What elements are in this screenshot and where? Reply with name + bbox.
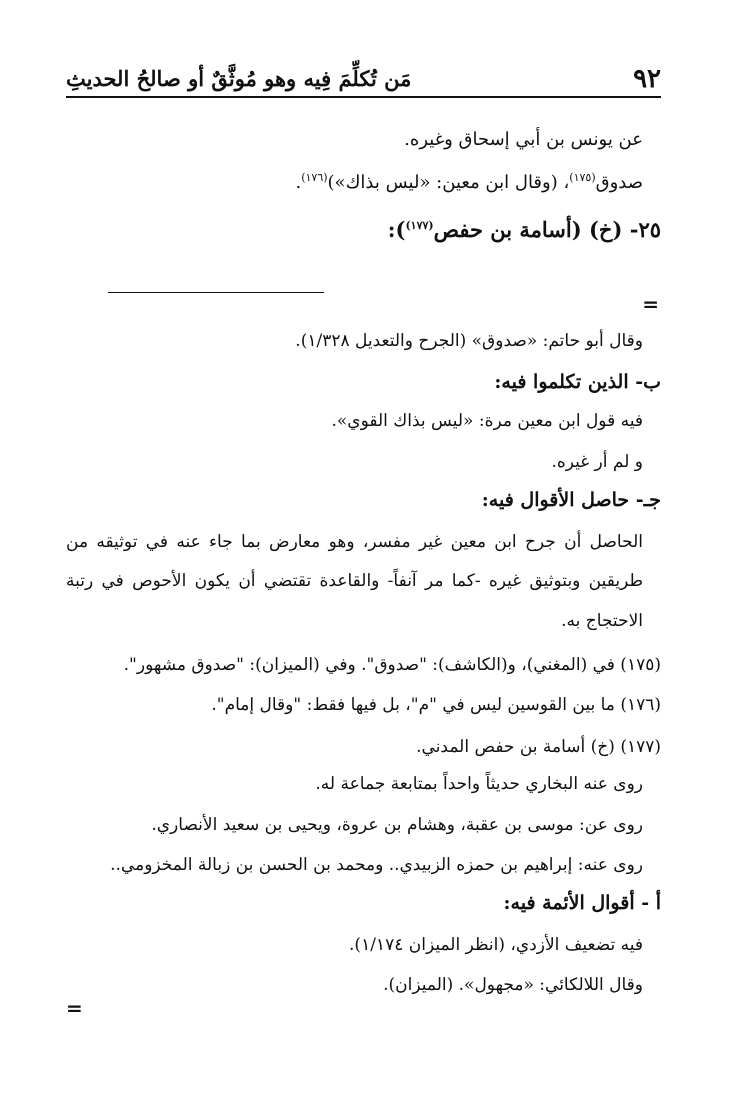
footnote-175: (١٧٥) في (المغني)، و(الكاشف): "صدوق". وفي (الميزان): "صدوق مشهور". [123, 655, 661, 675]
page-number: ٩٢ [633, 64, 661, 94]
footnote-177-lalakai: وقال اللالكائي: «مجهول». (الميزان). [383, 975, 643, 995]
footnote-177-heading: أ - أقوال الأئمة فيه: [503, 892, 661, 914]
text-line-2-part-c: . [295, 172, 302, 193]
footnote-177-narrated-from: روى عن: موسى بن عقبة، وهشام بن عروة، ويحيى بن سعيد الأنصاري. [151, 815, 643, 835]
footnote-ref-177: (١٧٧) [405, 219, 434, 232]
text-line-1: عن يونس بن أبي إسحاق وغيره. [404, 129, 643, 150]
note-summary-line-1: الحاصل أن جرح ابن معين غير مفسر، وهو معارض بما جاء عنه في توثيقه من [66, 532, 643, 552]
note-abu-hatim: وقال أبو حاتم: «صدوق» (الجرح والتعديل ١/٣٢٨). [295, 331, 643, 351]
note-ibn-maeen: فيه قول ابن معين مرة: «ليس بذاك القوي». [331, 411, 643, 431]
entry-heading-colon: ): [387, 217, 406, 242]
text-line-2-part-b: ، (وقال ابن معين: «ليس بذاك») [327, 172, 570, 193]
continuation-mark-bottom: = [66, 996, 83, 1020]
footnote-ref-175: (١٧٥) [569, 171, 596, 184]
footnote-177-azdi: فيه تضعيف الأزدي، (انظر الميزان ١/١٧٤). [349, 935, 643, 955]
entry-heading [66, 215, 661, 245]
footnote-separator [108, 292, 324, 293]
note-heading-b: ب- الذين تكلموا فيه: [494, 371, 661, 393]
text-line-2 [66, 168, 643, 198]
entry-heading-name: ٢٥- (خ) (أسامة بن حفص [433, 217, 661, 242]
continuation-mark-top: = [642, 292, 659, 316]
footnote-177-bukhari: روى عنه البخاري حديثاً واحداً بمتابعة جماعة له. [315, 774, 643, 794]
footnote-177-narrated-by: روى عنه: إبراهيم بن حمزه الزبيدي.. ومحمد بن الحسن بن زبالة المخزومي.. [110, 855, 643, 875]
note-no-other: و لم أر غيره. [551, 452, 643, 472]
page-header [66, 56, 661, 98]
note-heading-j: جـ- حاصل الأقوال فيه: [481, 489, 661, 511]
text-line-2-part-a: صدوق [595, 172, 643, 193]
footnote-ref-176: (١٧٦) [301, 171, 328, 184]
note-summary-line-3: الاحتجاج به. [561, 611, 643, 631]
note-summary-line-2: طريقين وبتوثيق غيره -كما مر آنفاً- والقاعدة تقتضي أن يكون الأحوص في رتبة [66, 571, 643, 591]
footnote-176: (١٧٦) ما بين القوسين ليس في "م"، بل فيها فقط: "وقال إمام". [211, 695, 661, 715]
running-title: مَن تُكلِّمَ فِيه وهو مُوثَّقٌ أو صالحُ الحديثِ [66, 66, 412, 91]
footnote-177: (١٧٧) (خ) أسامة بن حفص المدني. [416, 737, 661, 757]
